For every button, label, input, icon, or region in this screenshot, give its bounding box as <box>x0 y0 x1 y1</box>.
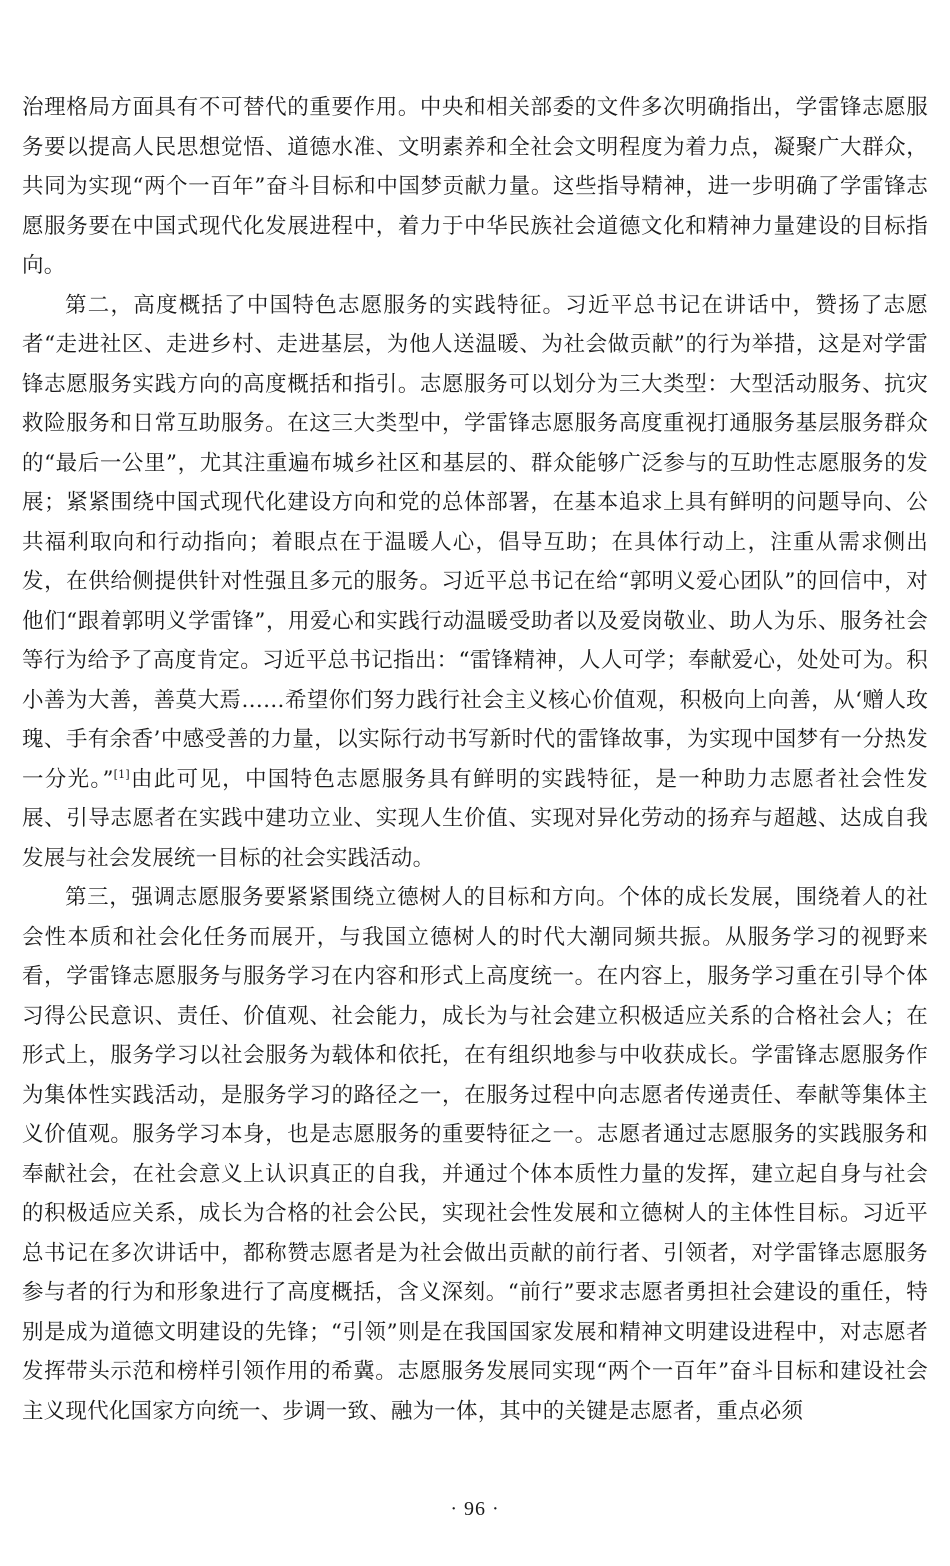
citation-reference: [1] <box>113 767 130 781</box>
paragraph-second-point <box>22 286 928 879</box>
paragraph-third-point: 第三，强调志愿服务要紧紧围绕立德树人的目标和方向。个体的成长发展，围绕着人的社会性本质和社会化任务而展开，与我国立德树人的时代大潮同频共振。从服务学习的视野来看，学雷锋志愿服务与服务学习在内容和形式上高度统一。在内容上，服务学习重在引导个体习得公民意识、责任、价值观、社会能力，成长为与社会建立积极适应关系的合格社会人；在形式上，服务学习以社会服务为载体和依托，在有组织地参与中收获成长。学雷锋志愿服务作为集体性实践活动，是服务学习的路径之一，在服务过程中向志愿者传递责任、奉献等集体主义价值观。服务学习本身，也是志愿服务的重要特征之一。志愿者通过志愿服务的实践服务和奉献社会，在社会意义上认识真正的自我，并通过个体本质性力量的发挥，建立起自身与社会的积极适应关系，成长为合格的社会公民，实现社会性发展和立德树人的主体性目标。习近平总书记在多次讲话中，都称赞志愿者是为社会做出贡献的前行者、引领者，对学雷锋志愿服务参与者的行为和形象进行了高度概括，含义深刻。“前行”要求志愿者勇担社会建设的重任，特别是成为道德文明建设的先锋；“引领”则是在我国国家发展和精神文明建设进程中，对志愿者发挥带头示范和榜样引领作用的希冀。志愿服务发展同实现“两个一百年”奋斗目标和建设社会主义现代化国家方向统一、步调一致、融为一体，其中的关键是志愿者，重点必须 <box>22 885 928 1424</box>
page-number: · 96 · <box>450 1498 500 1520</box>
paragraph-continued: 治理格局方面具有不可替代的重要作用。中央和相关部委的文件多次明确指出，学雷锋志愿服务要以提高人民思想觉悟、道德水准、文明素养和全社会文明程度为着力点，凝聚广大群众，共同为实现“两个一百年”奋斗目标和中国梦贡献力量。这些指导精神，进一步明确了学雷锋志愿服务要在中国式现代化发展进程中，着力于中华民族社会道德文化和精神力量建设的目标指向。 <box>22 95 928 278</box>
document-body <box>22 88 928 1431</box>
paragraph-second-point-text-after: 由此可见，中国特色志愿服务具有鲜明的实践特征，是一种助力志愿者社会性发展、引导志愿者在实践中建功立业、实现人生价值、实现对异化劳动的扬弃与超越、达成自我发展与社会发展统一目标的社会实践活动。 <box>22 766 928 871</box>
paragraph-second-point-text: 第二，高度概括了中国特色志愿服务的实践特征。习近平总书记在讲话中，赞扬了志愿者“走进社区、走进乡村、走进基层，为他人送温暖、为社会做贡献”的行为举措，这是对学雷锋志愿服务实践方向的高度概括和指引。志愿服务可以划分为三大类型：大型活动服务、抗灾救险服务和日常互助服务。在这三大类型中，学雷锋志愿服务高度重视打通服务基层服务群众的“最后一公里”，尤其注重遍布城乡社区和基层的、群众能够广泛参与的互助性志愿服务的发展；紧紧围绕中国式现代化建设方向和党的总体部署，在基本追求上具有鲜明的问题导向、公共福利取向和行动指向；着眼点在于温暖人心，倡导互助；在具体行动上，注重从需求侧出发，在供给侧提供针对性强且多元的服务。习近平总书记在给“郭明义爱心团队”的回信中，对他们“跟着郭明义学雷锋”，用爱心和实践行动温暖受助者以及爱岗敬业、助人为乐、服务社会等行为给予了高度肯定。习近平总书记指出：“雷锋精神，人人可学；奉献爱心，处处可为。积小善为大善，善莫大焉……希望你们努力践行社会主义核心价值观，积极向上向善，从‘赠人玫瑰、手有余香’中感受善的力量，以实际行动书写新时代的雷锋故事，为实现中国梦有一分热发一分光。” <box>22 292 928 792</box>
